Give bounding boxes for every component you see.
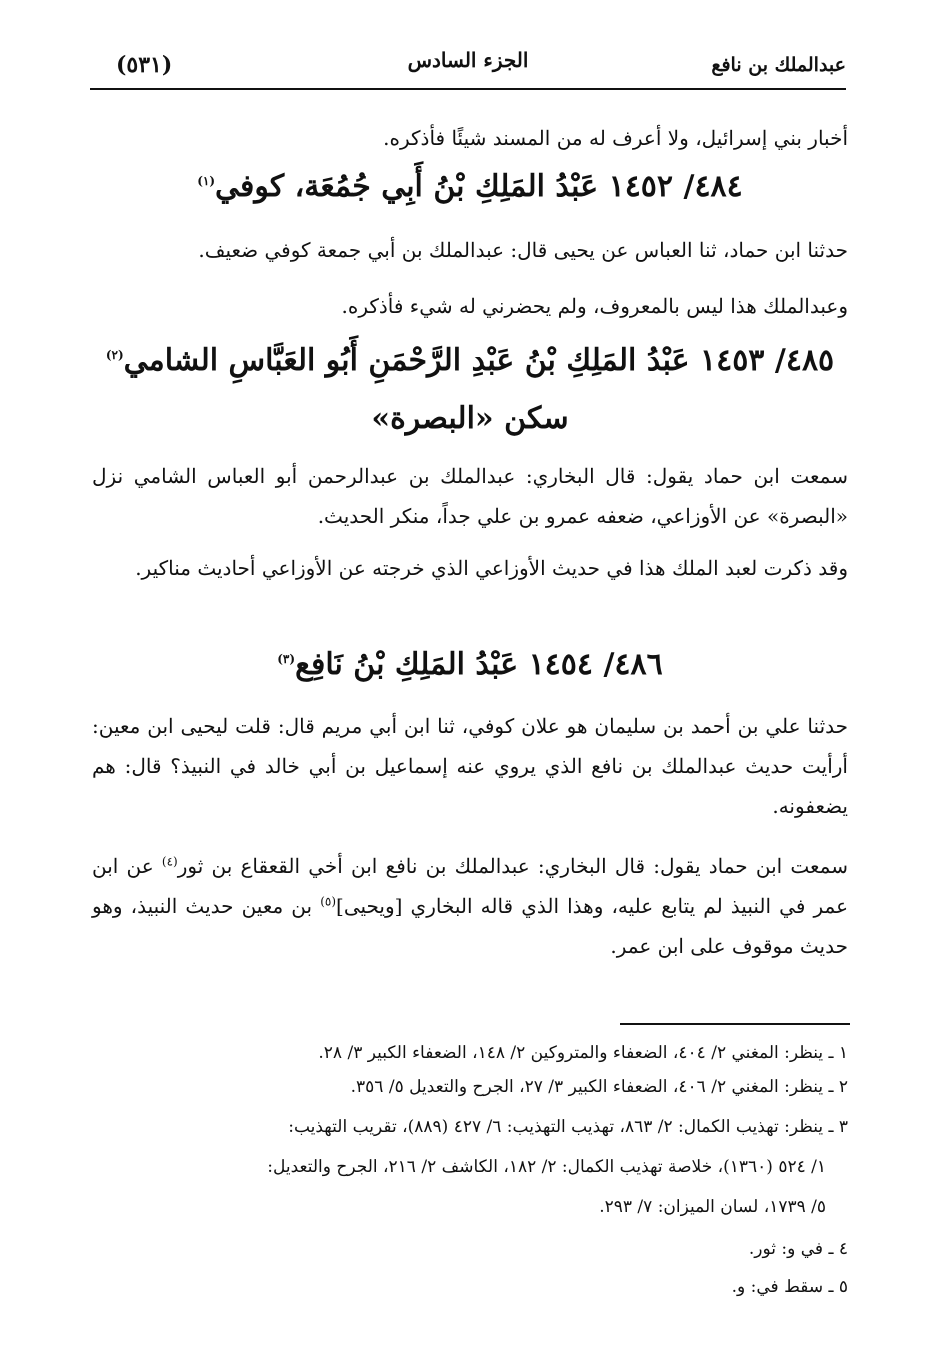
- footnote-ref-5: (٥): [320, 894, 337, 909]
- entry-484-heading: [92, 160, 848, 214]
- entry-485-subheading: سكن «البصرة»: [371, 401, 569, 436]
- entry-486-heading: [92, 638, 848, 692]
- footnote-1: ١ ـ ينظر: المغني ٢/ ٤٠٤، الضعفاء والمتروكين ٢/ ١٤٨، الضعفاء الكبير ٣/ ٢٨.: [318, 1043, 848, 1063]
- footnote-2: ٢ ـ ينظر: المغني ٢/ ٤٠٦، الضعفاء الكبير ٣/ ٢٧، الجرح والتعديل ٥/ ٣٥٦.: [350, 1077, 848, 1097]
- footnote-3-line-2: ١/ ٥٢٤ (١٣٦٠)، خلاصة تهذيب الكمال: ٢/ ١٨٢، الكاشف ٢/ ٢١٦، الجرح والتعديل:: [267, 1157, 826, 1177]
- header-divider: [90, 88, 846, 90]
- entry-486-paragraph-2-part-b: عن ابن عمر في النبيذ لم يتابع عليه، وهذا الذي قاله البخاري [ويحيى]: [92, 854, 848, 918]
- entry-485-paragraph-2: وقد ذكرت لعبد الملك هذا في حديث الأوزاعي الذي خرجته عن الأوزاعي أحاديث مناكير.: [135, 556, 848, 580]
- entry-484-paragraph-1: حدثنا ابن حماد، ثنا العباس عن يحيى قال: عبدالملك بن أبي جمعة كوفي ضعيف.: [198, 238, 848, 262]
- entry-486-paragraph-1: حدثنا علي بن أحمد بن سليمان هو علان كوفي، ثنا ابن أبي مريم قال: قلت ليحيى ابن معين: أرأيت حديث عبدالملك بن نافع الذي يروي عنه إسماعيل بن أبي خالد في النبيذ؟ قال: هم يضعفونه.: [92, 714, 848, 818]
- footnote-ref-2: (٢): [105, 348, 124, 362]
- entry-name-header: عبدالملك بن نافع: [711, 54, 846, 76]
- entry-486-paragraph-2: [92, 846, 848, 966]
- footnote-5: ٥ ـ سقط في: و.: [731, 1277, 848, 1297]
- entry-486-title: ٤٨٦/ ١٤٥٤ عَبْدُ المَلِكِ بْنُ نَافِع: [295, 647, 663, 682]
- footnote-ref-3: (٣): [277, 652, 296, 666]
- page-number: (٥٣١): [116, 52, 173, 78]
- running-header: [90, 44, 846, 84]
- footnote-divider: [620, 1023, 850, 1025]
- entry-484-paragraph-2: وعبدالملك هذا ليس بالمعروف، ولم يحضرني له شيء فأذكره.: [341, 294, 848, 318]
- entry-485-heading: [92, 334, 848, 388]
- footnote-3-line-3: ٥/ ١٧٣٩، لسان الميزان: ٧/ ٢٩٣.: [599, 1197, 826, 1217]
- footnote-3-line-1: ٣ ـ ينظر: تهذيب الكمال: ٢/ ٨٦٣، تهذيب التهذيب: ٦/ ٤٢٧ (٨٨٩)، تقريب التهذيب:: [288, 1117, 848, 1137]
- footnote-ref-1: (١): [197, 174, 216, 188]
- entry-484-title: ٤٨٤/ ١٤٥٢ عَبْدُ المَلِكِ بْنُ أَبِي جُمُعَة، كوفي: [215, 169, 743, 204]
- intro-paragraph: أخبار بني إسرائيل، ولا أعرف له من المسند شيئًا فأذكره.: [383, 126, 848, 150]
- entry-485-paragraph-1: سمعت ابن حماد يقول: قال البخاري: عبدالملك بن عبدالرحمن أبو العباس الشامي نزل «البصرة» عن الأوزاعي، ضعفه عمرو بن علي جداً، منكر الحديث.: [92, 464, 848, 528]
- volume-title: الجزء السادس: [407, 48, 529, 72]
- entry-486-paragraph-2-part-a: سمعت ابن حماد يقول: قال البخاري: عبدالملك بن نافع ابن أخي القعقاع بن ثور: [177, 854, 848, 878]
- entry-485-title: ٤٨٥/ ١٤٥٣ عَبْدُ المَلِكِ بْنُ عَبْدِ الرَّحْمَنِ أَبُو العَبَّاسِ الشامي: [123, 343, 835, 378]
- footnote-4: ٤ ـ في و: ثور.: [748, 1239, 848, 1259]
- entry-486-paragraph-2-part-c: بن معين حديث النبيذ، وهو حديث موقوف على ابن عمر.: [92, 894, 848, 958]
- footnote-ref-4: (٤): [161, 854, 178, 869]
